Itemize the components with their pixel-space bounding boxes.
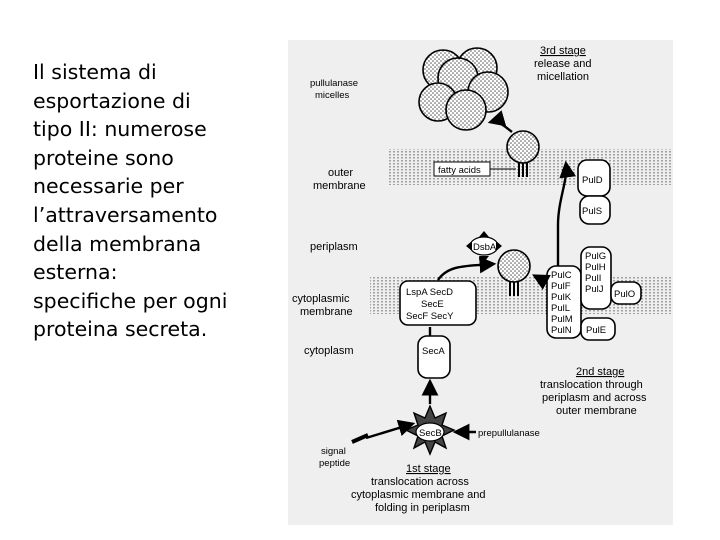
outer-membrane-label-1: outer	[328, 167, 354, 179]
seca-protein	[418, 336, 450, 378]
puld-label: PulD	[582, 175, 603, 186]
pul-h-label: PulH	[585, 262, 606, 273]
pullulanase-micelle-cluster	[419, 48, 508, 130]
lsp-line2: SecE	[421, 299, 444, 310]
puls-protein	[580, 196, 610, 224]
puls-label: PulS	[582, 206, 603, 217]
pullulanase-label-1: pullulanase	[310, 78, 359, 89]
signal-peptide-label-1: signal	[321, 446, 346, 457]
lsp-line3: SecF SecY	[406, 311, 454, 322]
outer-membrane-label-2: membrane	[313, 180, 366, 192]
stage2-line2: periplasm and across	[542, 392, 647, 404]
pule-label: PulE	[586, 325, 607, 336]
secb-label: SecB	[419, 428, 442, 439]
stage3-title: 3rd stage	[540, 45, 586, 57]
pul-k-label: PulK	[551, 292, 572, 303]
pulo-label: PulO	[614, 289, 636, 300]
fatty-acids-text: fatty acids	[438, 165, 481, 176]
cytoplasm-label: cytoplasm	[304, 345, 354, 357]
seca-label: SecA	[422, 346, 445, 357]
stage2-label	[540, 366, 647, 417]
stage3-line1: release and	[534, 58, 592, 70]
stage2-line1: translocation through	[540, 379, 643, 391]
stage3-label	[534, 45, 592, 83]
stage3-line2: micellation	[537, 71, 589, 83]
stage1-line2: cytoplasmic membrane and	[351, 489, 486, 501]
secb-protein	[406, 406, 454, 454]
slide-caption: Il sistema di esportazione di tipo II: numerose proteine sono necessarie per l’attraversamento della membrana esterna: specifiche per ogni proteina secreta.	[33, 60, 228, 342]
puld-protein	[578, 160, 610, 196]
signal-peptide-segment	[352, 435, 368, 442]
stage1-line3: folding in periplasm	[375, 502, 470, 514]
pul-g-label: PulG	[585, 251, 607, 262]
pullulanase-label-2: micelles	[315, 90, 350, 101]
periplasm-label: periplasm	[310, 241, 358, 253]
stage1-title: 1st stage	[406, 463, 451, 475]
cytoplasmic-membrane-label-2: membrane	[300, 306, 353, 318]
lsp-line1: LspA SecD	[406, 287, 453, 298]
dsba-label: DsbA	[473, 242, 497, 253]
pul-i-label: PulI	[585, 273, 602, 284]
dsba-protein	[466, 231, 502, 262]
stage1-line1: translocation across	[371, 476, 469, 488]
stage2-title: 2nd stage	[576, 366, 625, 378]
stage2-line3: outer membrane	[556, 405, 637, 417]
sec-translocase	[400, 281, 476, 325]
pul-c-label: PulC	[551, 270, 572, 281]
pul-m-label: PulM	[551, 314, 573, 325]
prepullulanase-label: prepullulanase	[478, 428, 540, 439]
stage1-label	[351, 463, 486, 514]
pul-n-label: PulN	[551, 325, 572, 336]
pul-l-label: PulL	[551, 303, 571, 314]
cytoplasmic-membrane-label-1: cytoplasmic	[292, 293, 350, 305]
secretion-pathway-diagram	[288, 40, 673, 525]
pul-protein-cluster	[547, 247, 641, 340]
pul-j-label: PulJ	[585, 284, 604, 295]
pul-f-label: PulF	[551, 281, 571, 292]
signal-peptide-label-2: peptide	[319, 458, 351, 469]
